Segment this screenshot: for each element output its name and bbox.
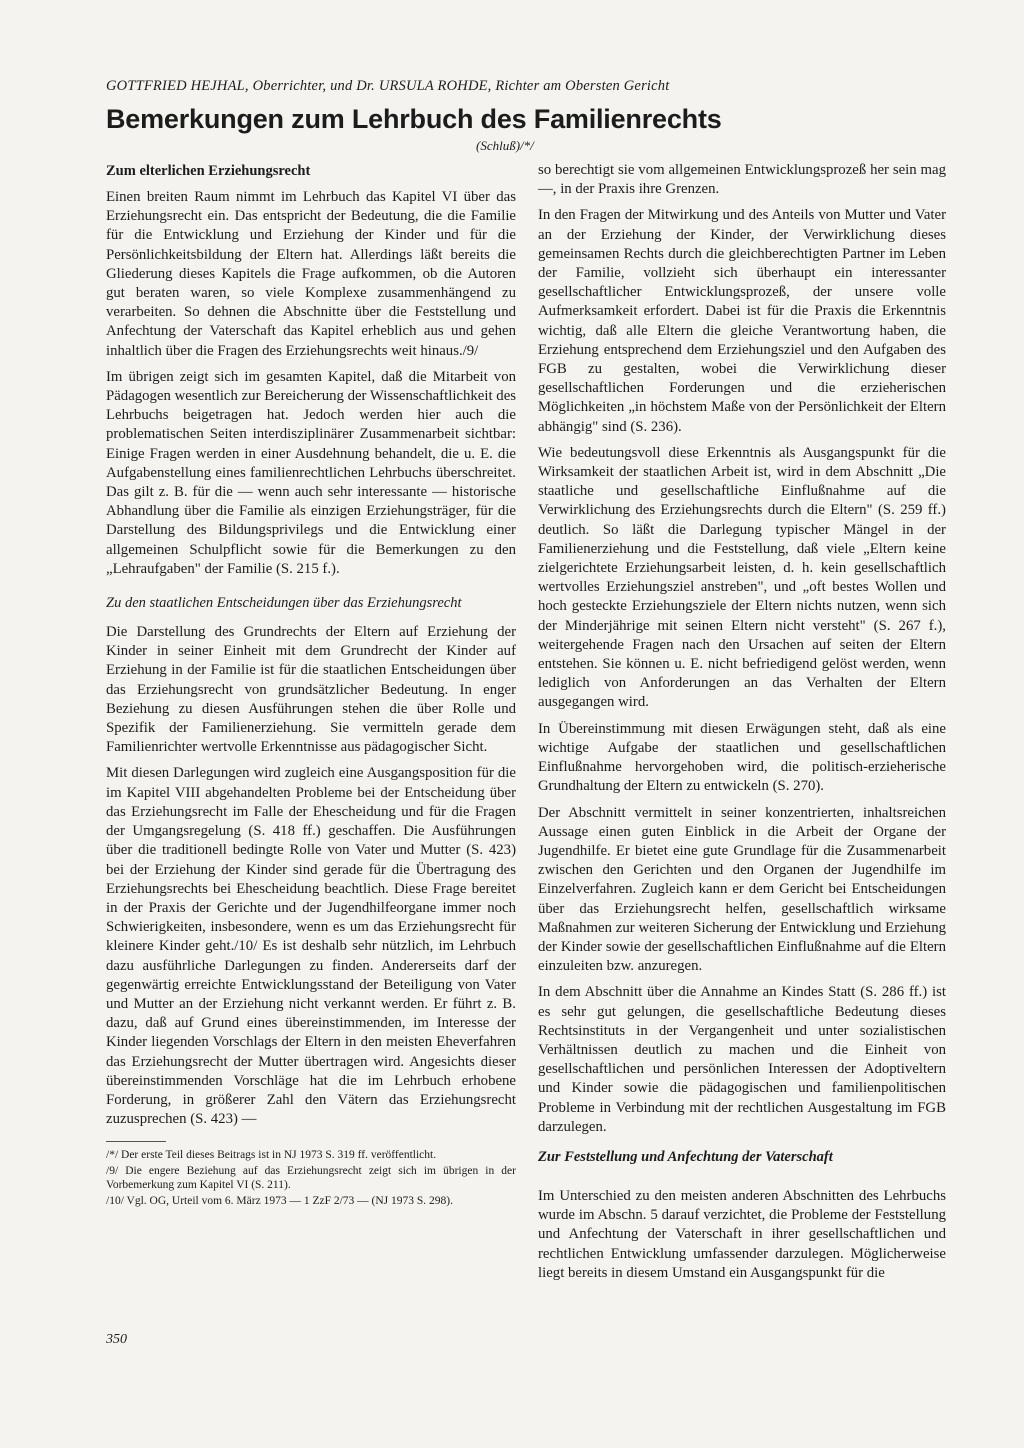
footnote: /9/ Die engere Beziehung auf das Erziehungsrecht zeigt sich im übrigen in der Vorbemerkung zum Kapitel VI (S. 211).: [106, 1165, 516, 1192]
section-heading-staatliche-entscheidungen: Zu den staatlichen Entscheidungen über das Erziehungsrecht: [106, 595, 462, 612]
paragraph: In Übereinstimmung mit diesen Erwägungen steht, daß als eine wichtige Aufgabe der staatlichen und gesellschaftlichen Einflußnahme hervorgehoben wird, die politisch-erzieherische Grundhaltung der Eltern zu entwickeln (S. 270).: [538, 720, 946, 795]
section-heading-vaterschaft: Zur Feststellung und Anfechtung der Vaterschaft: [538, 1148, 833, 1165]
paragraph: Wie bedeutungsvoll diese Erkenntnis als Ausgangspunkt für die Wirksamkeit der staatlichen Arbeit ist, wird in dem Abschnitt „Die staatliche und gesellschaftliche Einflußnahme auf die Verwirklichung des Erziehungsrechts durch die Eltern" (S. 259 ff.) deutlich. So läßt die Darlegung typischer Mängel in der Familienerziehung und die Feststellung, daß viele „Eltern keine zielgerichtete Erziehungsarbeit leisten, d. h. kein gesellschaftlich wertvolles Erziehungsziel anstreben", und „oft bestes Wollen und hoch gesteckte Erziehungsziele der Eltern nichts nutzen, wenn sich der Minderjährige mit seinen Eltern nicht versteht" (S. 267 f.), weitergehende Fragen nach den Ursachen auf seiten der Eltern entstehen. Sie können u. E. nicht befriedigend gelöst werden, wenn lediglich von Anforderungen an das Verhalten der Eltern ausgegangen wird.: [538, 444, 946, 711]
paragraph: so berechtigt sie vom allgemeinen Entwicklungsprozeß her sein mag —, in der Praxis ihre Grenzen.: [538, 162, 946, 198]
article-subtitle: (Schluß)/*/: [476, 138, 534, 153]
left-column: [106, 162, 516, 1210]
footnote: /10/ Vgl. OG, Urteil vom 6. März 1973 — 1 ZzF 2/73 — (NJ 1973 S. 298).: [106, 1195, 454, 1208]
paragraph: In den Fragen der Mitwirkung und des Anteils von Mutter und Vater an der Erziehung der Kinder, der Verwirklichung dieses gemeinsamen Rechts durch die gleichberechtigten Partner im Leben der Familie, vollzieht sich überhaupt ein interessanter gesellschaftlicher Entwicklungsprozeß, der unsere volle Aufmerksamkeit erfordert. Dabei ist für die Praxis die Erkenntnis wichtig, daß alle Eltern die gleiche Verantwortung haben, die Erziehung entsprechend dem Erziehungsziel und den Aufgaben des FGB zu gestalten, wobei die Verwirklichung dieser gesellschaftlichen Forderungen und die erzieherischen Möglichkeiten „in höchstem Maße von der Persönlichkeit der Eltern abhängig" sind (S. 236).: [538, 207, 946, 435]
paragraph: In dem Abschnitt über die Annahme an Kindes Statt (S. 286 ff.) ist es sehr gut gelungen, die gesellschaftliche Bedeutung dieses Rechtsinstituts in der Vergangenheit und unter sozialistischen Verhältnissen deutlich zu machen und die Einheit von gesellschaftlichen und persönlichen Interessen der Adoptiveltern und Kinder sowie die pädagogischen und familienpolitischen Probleme in Verbindung mit der rechtlichen Ausgestaltung im FGB darzulegen.: [538, 984, 946, 1135]
paragraph: Der Abschnitt vermittelt in seiner konzentrierten, inhaltsreichen Aussage einen guten Einblick in die Arbeit der Organe der Jugendhilfe. Er bietet eine gute Grundlage für die Zusammenarbeit zwischen den Gerichten und den Organen der Jugendhilfe im Einzelverfahren. Zugleich kann er dem Gericht bei Entscheidungen über das Erziehungsrecht helfen, gesellschaftlich wirksame Maßnahmen zur weiteren Sicherung der Entwicklung und Erziehung der Kinder sowie der gesellschaftlichen Einflußnahme auf die Eltern einzuleiten bzw. anzuregen.: [538, 804, 946, 975]
paragraph: Die Darstellung des Grundrechts der Eltern auf Erziehung der Kinder in seiner Einheit mit dem Grundrecht der Kinder auf Erziehung in der Familie ist für die staatlichen Entscheidungen über das Erziehungsrecht von grundsätzlicher Bedeutung. In enger Beziehung zu diesen Ausführungen stehen die über Rolle und Spezifik der Familienerziehung. Sie vermitteln gerade dem Familienrichter wertvolle Erkenntnisse aus pädagogischer Sicht.: [106, 624, 516, 756]
footnote: /*/ Der erste Teil dieses Beitrags ist in NJ 1973 S. 319 ff. veröffentlicht.: [106, 1149, 437, 1162]
article-authors: GOTTFRIED HEJHAL, Oberrichter, und Dr. URSULA ROHDE, Richter am Obersten Gericht: [106, 78, 670, 94]
paragraph: Im übrigen zeigt sich im gesamten Kapitel, daß die Mitarbeit von Pädagogen wesentlich zur Bereicherung der Wissenschaftlichkeit des Lehrbuchs beigetragen hat. Jedoch werden hier auch die problematischen Seiten interdisziplinärer Zusammenarbeit sichtbar: Einige Fragen werden in einer Ausdehnung behandelt, die u. E. die Aufgabenstellung eines familienrechtlichen Lehrbuchs überschreitet. Das gilt z. B. für die — wenn auch sehr interessante — historische Abhandlung über die Familie als einzigen Erziehungsträger, für die Darstellung des Bildungsprivilegs und die Entwicklung einer allgemeinen Schulpflicht sowie für die Bemerkungen zu den „Lehraufgaben" der Familie (S. 215 f.).: [106, 368, 517, 577]
paragraph: Im Unterschied zu den meisten anderen Abschnitten des Lehrbuchs wurde im Abschn. 5 darauf verzichtet, die Probleme der Feststellung und Anfechtung der Vaterschaft in ihrer gesellschaftlichen und rechtlichen Entwicklung umfassender darzulegen. Möglicherweise liegt bereits in diesem Umstand ein Ausgangspunkt für die: [538, 1187, 946, 1281]
footnote-divider: [106, 1141, 166, 1142]
footnotes: [106, 1148, 516, 1208]
paragraph: Einen breiten Raum nimmt im Lehrbuch das Kapitel VI über das Erziehungsrecht ein. Das entspricht der Bedeutung, die die Familie für die Entwicklung und Erziehung der Kinder und für die Persönlichkeitsbildung der Eltern hat. Allerdings läßt bereits die Gliederung dieses Kapitels die Frage aufkommen, ob die Autoren gut beraten waren, so viele Komplexe zusammenhängend zu verarbeiten. So dehnen die Abschnitte über die Feststellung und Anfechtung der Vaterschaft das Kapitel erheblich aus und gehen inhaltlich über die Fragen des Erziehungsrechts weit hinaus./9/: [106, 189, 516, 359]
section-heading-erziehungsrecht: Zum elterlichen Erziehungsrecht: [106, 163, 311, 179]
right-column: [538, 161, 946, 1290]
article-title: Bemerkungen zum Lehrbuch des Familienrechts: [106, 104, 722, 134]
paragraph: Mit diesen Darlegungen wird zugleich eine Ausgangsposition für die im Kapitel VIII abgehandelten Probleme bei der Entscheidung über das Erziehungsrecht im Falle der Ehescheidung und für die Fragen der Umgangsregelung (S. 418 ff.) geschaffen. Die Ausführungen über die traditionell bedingte Rolle von Vater und Mutter (S. 423) bei der Erziehung der Kinder sind gerade für die Übertragung des Erziehungsrechts bei Ehescheidung beachtlich. Diese Frage bereitet in der Praxis der Gerichte und der Jugendhilfeorgane immer noch Schwierigkeiten, insbesondere, wenn es um das Erziehungsrecht für kleinere Kinder geht./10/ Es ist deshalb sehr nützlich, im Lehrbuch dazu ausführliche Darlegungen zu finden. Andererseits darf der gegenwärtig erreichte Entwicklungsstand der Beteiligung von Vater und Mutter an der Erziehung nicht verkannt werden. Er führt z. B. dazu, daß auf Grund eines übereinstimmenden, im Interesse der Kinder liegenden Vorschlags der Eltern in den meisten Eheverfahren das Erziehungsrecht der Mutter übertragen wird. Angesichts dieser übereinstimmenden Vorschläge hat die im Lehrbuch erhobene Forderung, in größerer Zahl den Vätern das Erziehungsrecht zuzusprechen (S. 423) —: [106, 765, 516, 1128]
page-number: 350: [106, 1332, 127, 1347]
